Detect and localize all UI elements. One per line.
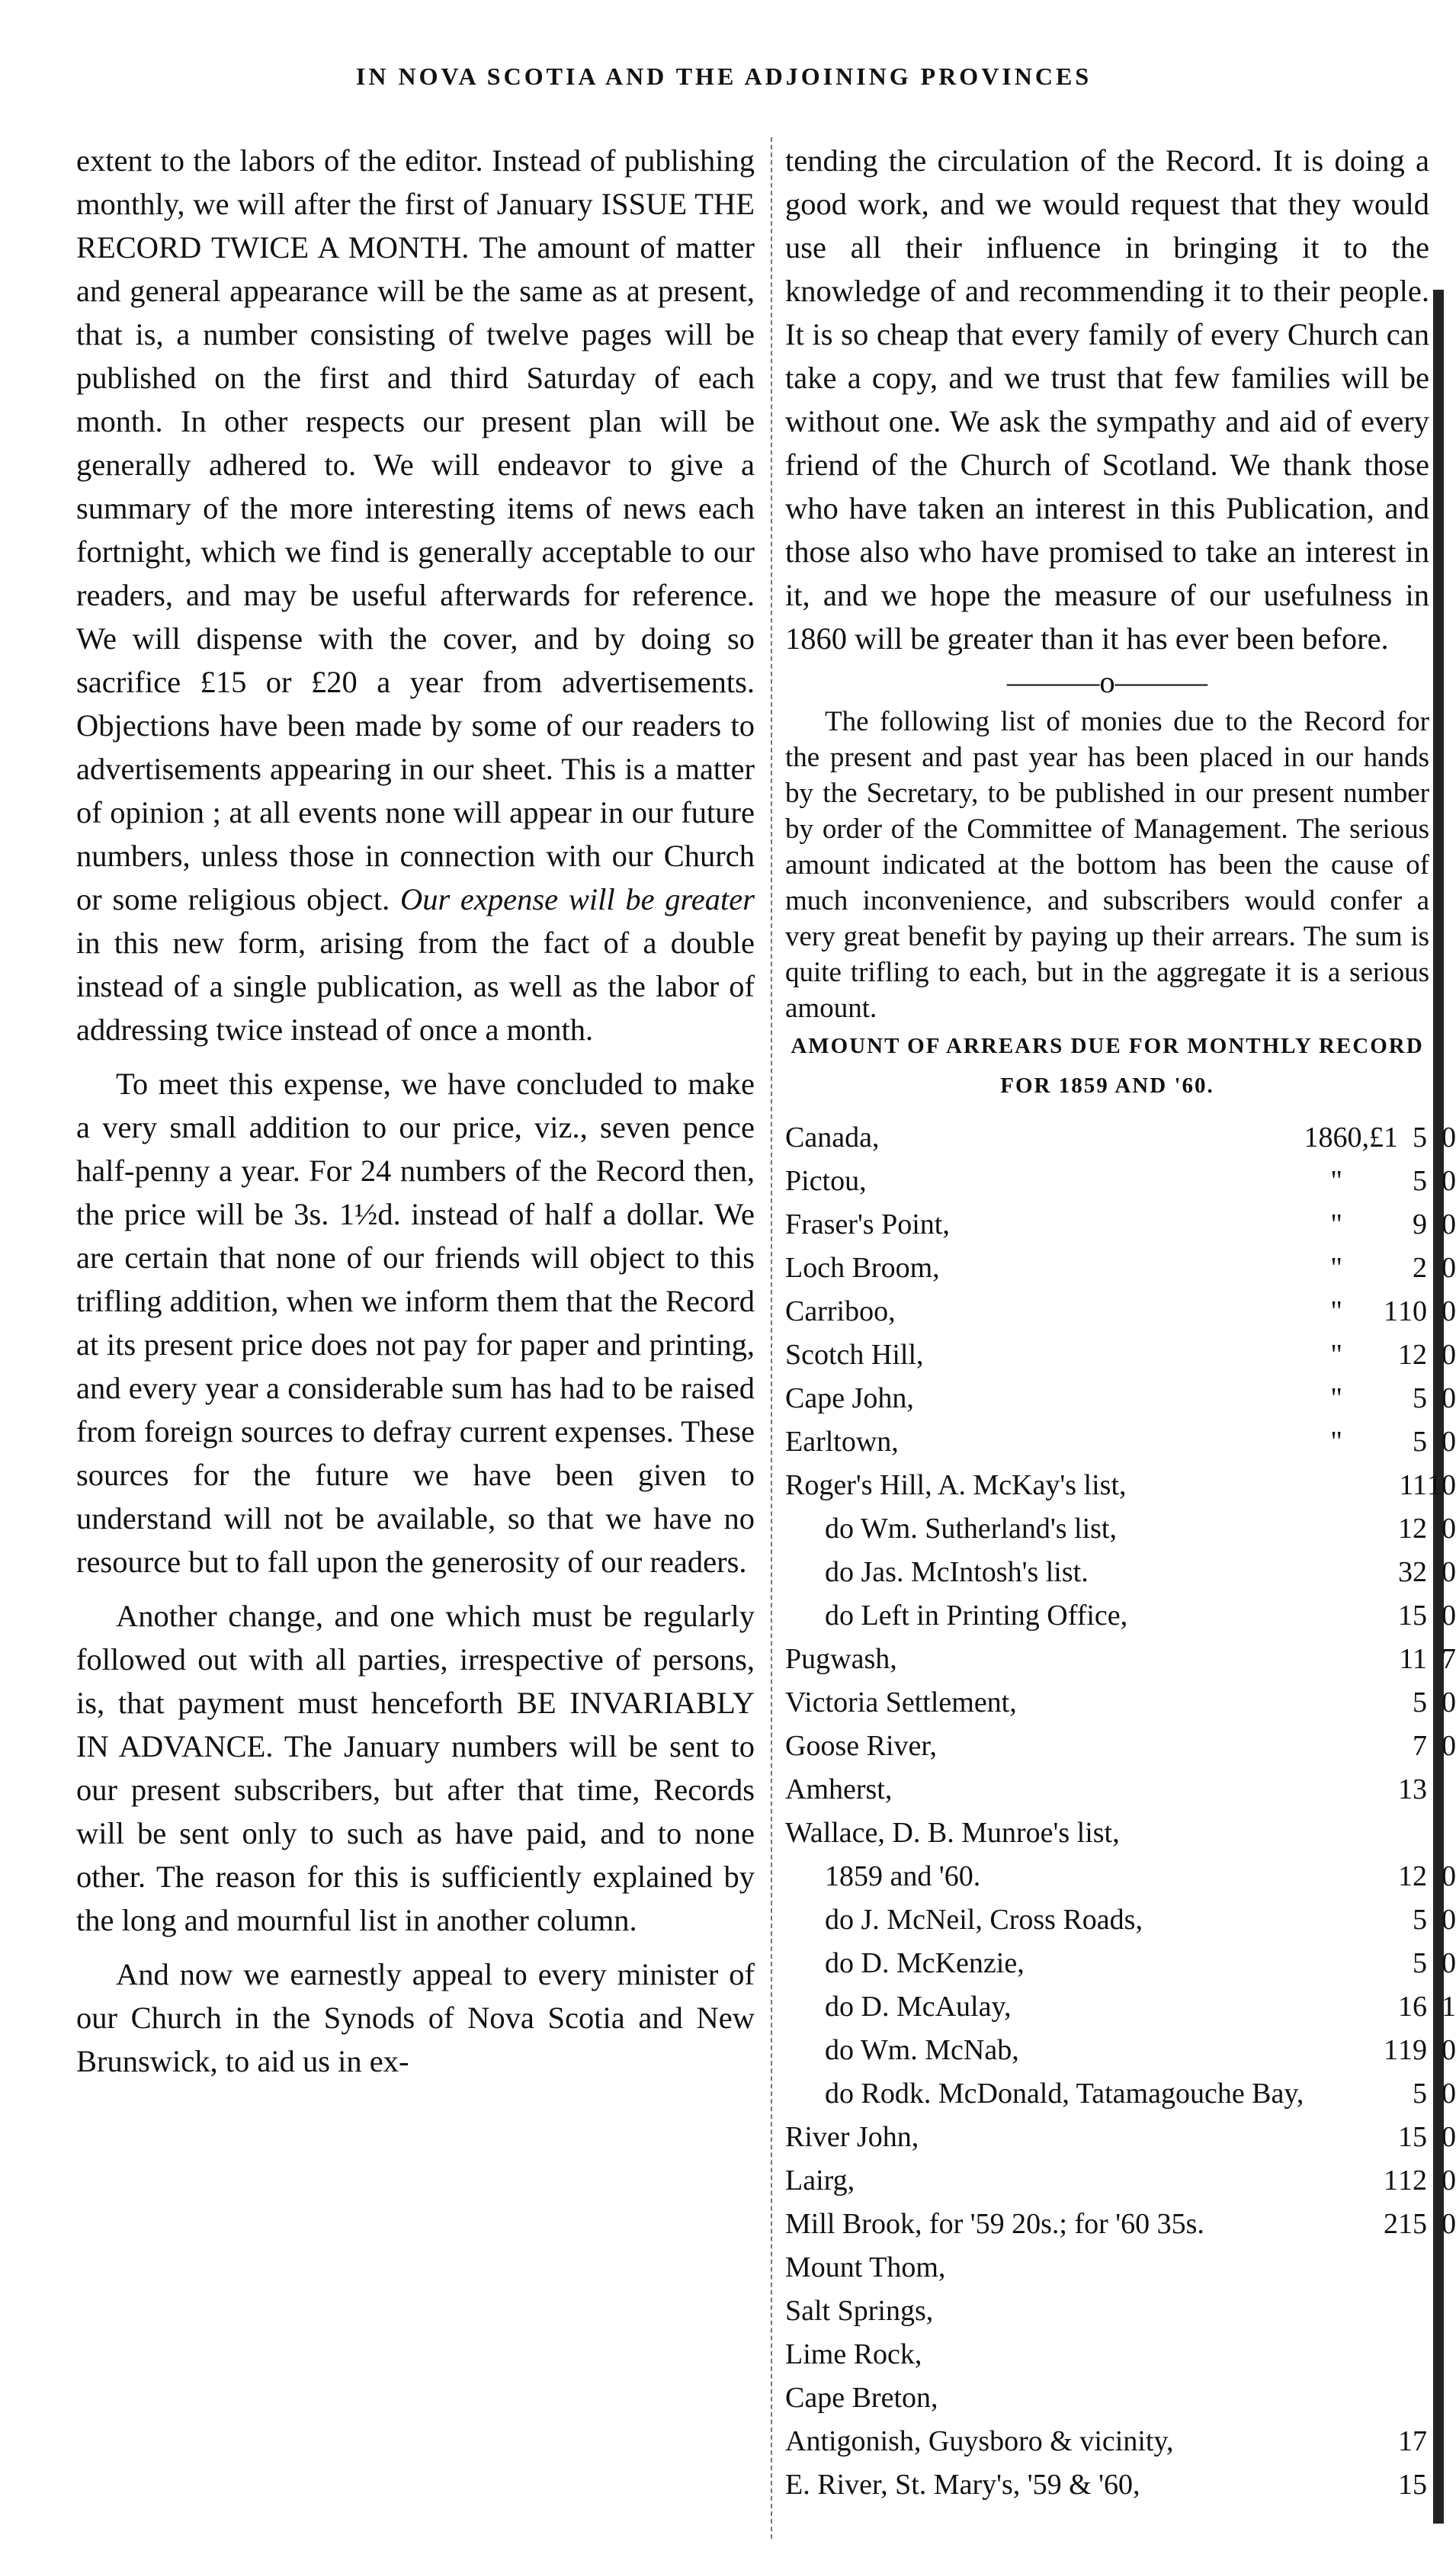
- arrears-year: ": [1330, 1295, 1342, 1327]
- arrears-year: [1304, 1594, 1369, 1638]
- arrears-pence: 0: [1441, 2034, 1456, 2066]
- arrears-pounds: [1369, 1160, 1398, 1203]
- arrears-shillings: 32: [1397, 1556, 1427, 1588]
- arrears-shillings: 5: [1412, 1122, 1427, 1154]
- paragraph-price: To meet this expense, we have concluded to make a very small addition to our price, viz., seven pence half-penny a year. For 24 numbers of the Record then, the price will be 3s. 1½d. instead of half a dollar. We are certain that none of our friends will object to this trifling addition, when we inform them that the Record at its present price does not pay for paper and printing, and every year a considerable sum has had to be raised from foreign sources to defray current expenses. These sources for the future we have been given to understand will not be available, so that we have no resource but to fall upon the generosity of our readers.: [76, 1067, 755, 1579]
- arrears-place: do Wm. McNab,: [825, 2034, 1019, 2066]
- arrears-pence: 0: [1441, 1382, 1456, 1414]
- table-row: [785, 2159, 1456, 2203]
- arrears-pence: 0: [1441, 1904, 1456, 1936]
- arrears-pounds: [1369, 1420, 1398, 1464]
- arrears-shillings: [1398, 2376, 1427, 2420]
- arrears-pounds: [1369, 1725, 1398, 1768]
- arrears-pence: 0: [1441, 1208, 1456, 1240]
- arrears-pounds: £1: [1368, 1122, 1398, 1154]
- arrears-shillings: 12: [1397, 1860, 1427, 1892]
- paragraph-editorial: [76, 139, 755, 1051]
- paragraph-text: in this new form, arising from the fact of a double instead of a single publication, as well as the labor of addressing twice instead of once a month.: [76, 926, 755, 1047]
- arrears-year: ": [1330, 1165, 1342, 1197]
- arrears-year: [1304, 2463, 1369, 2507]
- table-row: [785, 1333, 1456, 1377]
- arrears-place: 1859 and '60.: [825, 1860, 981, 1892]
- arrears-place: E. River, St. Mary's, '59 & '60,: [785, 2469, 1140, 2501]
- arrears-place: do Left in Printing Office,: [825, 1600, 1128, 1632]
- arrears-pence: [1427, 1811, 1456, 1855]
- arrears-shillings: [1398, 1811, 1427, 1855]
- arrears-pence: [1427, 2290, 1456, 2333]
- column-divider: [771, 137, 772, 2539]
- arrears-pence: 10: [1426, 1469, 1456, 1501]
- arrears-place: Mill Brook, for '59 20s.; for '60 35s.: [785, 2208, 1204, 2240]
- arrears-shillings: 19: [1397, 2034, 1427, 2066]
- arrears-pounds: [1369, 1464, 1398, 1507]
- arrears-shillings: 5: [1412, 1165, 1427, 1197]
- arrears-place: do Wm. Sutherland's list,: [825, 1513, 1117, 1545]
- arrears-shillings: 5: [1412, 1947, 1427, 1979]
- arrears-shillings: 12: [1397, 1513, 1427, 1545]
- arrears-shillings: 5: [1412, 1426, 1427, 1458]
- table-row: [785, 1160, 1456, 1203]
- paragraph-appeal: And now we earnestly appeal to every minister of our Church in the Synods of Nova Scotia and New Brunswick, to aid us in ex-: [76, 1957, 755, 2078]
- arrears-pounds: [1369, 1507, 1398, 1551]
- arrears-place: Salt Springs,: [785, 2295, 934, 2327]
- arrears-pence: 0: [1441, 1513, 1456, 1545]
- arrears-shillings: [1398, 2333, 1427, 2376]
- table-row: [785, 1942, 1456, 1985]
- arrears-pence: 0: [1441, 1165, 1456, 1197]
- arrears-place: Victoria Settlement,: [785, 1686, 1017, 1718]
- arrears-pounds: [1369, 2072, 1398, 2116]
- arrears-place: Roger's Hill, A. McKay's list,: [785, 1469, 1127, 1501]
- arrears-pounds: [1369, 2246, 1398, 2290]
- arrears-pounds: [1369, 1333, 1398, 1377]
- arrears-pence: [1427, 1768, 1456, 1811]
- arrears-pence: 0: [1441, 1600, 1456, 1632]
- table-row: [785, 2420, 1456, 2463]
- arrears-pounds: [1369, 2376, 1398, 2420]
- arrears-year: ": [1330, 1252, 1342, 1284]
- arrears-place: Loch Broom,: [785, 1252, 940, 1284]
- arrears-year: [1304, 2420, 1369, 2463]
- arrears-pence: 0: [1441, 2208, 1456, 2240]
- arrears-place: Scotch Hill,: [785, 1339, 924, 1371]
- left-column: [76, 139, 755, 2083]
- arrears-pence: 0: [1441, 2121, 1456, 2153]
- table-row: [785, 1420, 1456, 1464]
- arrears-shillings: 11: [1399, 1643, 1427, 1675]
- arrears-year: [1304, 1551, 1369, 1594]
- arrears-place: Pictou,: [785, 1165, 867, 1197]
- arrears-place: Lairg,: [785, 2164, 855, 2197]
- arrears-year: ": [1330, 1208, 1342, 1240]
- arrears-pounds: [1369, 1942, 1398, 1985]
- arrears-table: [785, 1116, 1456, 2507]
- arrears-pounds: [1369, 2333, 1398, 2376]
- arrears-shillings: 5: [1412, 1686, 1427, 1718]
- arrears-shillings: 15: [1397, 2121, 1427, 2153]
- arrears-shillings: [1398, 2246, 1427, 2290]
- arrears-shillings: 13: [1397, 1773, 1427, 1805]
- arrears-pounds: [1369, 2116, 1398, 2159]
- arrears-place: Cape John,: [785, 1382, 914, 1414]
- arrears-year: [1304, 2376, 1369, 2420]
- table-row: [785, 1551, 1456, 1594]
- table-row: [785, 1290, 1456, 1333]
- arrears-place: River John,: [785, 2121, 919, 2153]
- arrears-place: do J. McNeil, Cross Roads,: [825, 1904, 1143, 1936]
- table-row: [785, 1116, 1456, 1160]
- table-row: [785, 1681, 1456, 1725]
- table-row: [785, 1898, 1456, 1942]
- arrears-shillings: 16: [1397, 1991, 1427, 2023]
- arrears-pounds: [1369, 1203, 1398, 1247]
- arrears-shillings: 15: [1397, 2208, 1427, 2240]
- paragraph-list-intro: The following list of monies due to the Record for the present and past year has been placed in our hands by the Secretary, to be published in our present number by order of the Committee of Management. The serious amount indicated at the bottom has been the cause of much inconvenience, and subscribers would confer a very great benefit by paying up their arrears. The sum is quite trifling to each, but in the aggregate it is a serious amount.: [785, 706, 1429, 1024]
- arrears-year: [1304, 1638, 1369, 1681]
- table-row: [785, 1855, 1456, 1898]
- right-column: [785, 139, 1456, 2507]
- arrears-place: Canada,: [785, 1122, 880, 1154]
- arrears-year: [1304, 2116, 1369, 2159]
- arrears-place: Pugwash,: [785, 1643, 897, 1675]
- arrears-pounds: [1369, 1638, 1398, 1681]
- arrears-pence: 0: [1441, 2078, 1456, 2110]
- arrears-pounds: [1369, 2420, 1398, 2463]
- table-row: [785, 1725, 1456, 1768]
- table-row: [785, 1247, 1456, 1290]
- table-row: [785, 2029, 1456, 2072]
- arrears-pounds: [1369, 1768, 1398, 1811]
- table-row: [785, 1638, 1456, 1681]
- arrears-place: Cape Breton,: [785, 2382, 938, 2414]
- arrears-place: Fraser's Point,: [785, 1208, 950, 1240]
- arrears-year: [1304, 1985, 1369, 2029]
- paragraph-text: extent to the labors of the editor. Instead of publishing monthly, we will after the first of January ISSUE THE RECORD TWICE A MONTH. The amount of matter and general appearance will be the same as at present, that is, a number consisting of twelve pages will be published on the first and third Saturday of each month. In other respects our present plan will be generally adhered to. We will endeavor to give a summary of the more interesting items of news each fortnight, which we find is generally acceptable to our readers, and may be useful afterwards for reference. We will dispense with the cover, and by doing so sacrifice £15 or £20 a year from advertisements. Objections have been made by some of our readers to advertisements appearing in our sheet. This is a matter of opinion ; at all events none will appear in our future numbers, unless those in connection with our Church or some religious object.: [76, 143, 755, 916]
- arrears-year: [1304, 1507, 1369, 1551]
- arrears-place: Carriboo,: [785, 1295, 896, 1327]
- arrears-pounds: 2: [1383, 2208, 1398, 2240]
- arrears-pence: 0: [1441, 1295, 1456, 1327]
- table-row: [785, 1203, 1456, 1247]
- section-divider: ———o———: [1006, 665, 1208, 699]
- arrears-shillings: 12: [1397, 1339, 1427, 1371]
- arrears-place: Lime Rock,: [785, 2338, 922, 2370]
- arrears-place: do D. McAulay,: [825, 1991, 1012, 2023]
- arrears-pence: 7: [1441, 1643, 1456, 1675]
- arrears-pounds: [1369, 1594, 1398, 1638]
- arrears-pence: 0: [1441, 1339, 1456, 1371]
- emphasis-text: Our expense will be greater: [399, 882, 755, 916]
- arrears-pence: 0: [1441, 1860, 1456, 1892]
- table-row: [785, 1377, 1456, 1420]
- arrears-pounds: [1369, 2463, 1398, 2507]
- arrears-pounds: [1369, 1551, 1398, 1594]
- arrears-place: do D. McKenzie,: [825, 1947, 1025, 1979]
- table-row: [785, 2203, 1456, 2246]
- arrears-pence: [1427, 2420, 1456, 2463]
- arrears-pence: [1427, 2376, 1456, 2420]
- arrears-year: [1304, 1768, 1369, 1811]
- arrears-place: Antigonish, Guysboro & vicinity,: [785, 2425, 1174, 2457]
- arrears-shillings: 12: [1397, 2164, 1427, 2197]
- arrears-year: [1304, 1855, 1369, 1898]
- table-row: [785, 2246, 1456, 2290]
- arrears-title: AMOUNT OF ARREARS DUE FOR MONTHLY RECORD FOR 1859 AND '60.: [791, 1034, 1424, 1098]
- arrears-year: [1304, 1681, 1369, 1725]
- arrears-year: [1304, 2072, 1369, 2116]
- table-row: [785, 2116, 1456, 2159]
- arrears-pence: 0: [1441, 2164, 1456, 2197]
- arrears-year: [1304, 2159, 1369, 2203]
- arrears-shillings: 9: [1412, 1208, 1427, 1240]
- arrears-pence: 0: [1441, 1426, 1456, 1458]
- arrears-pounds: 1: [1383, 1295, 1398, 1327]
- arrears-place: Earltown,: [785, 1426, 899, 1458]
- arrears-pounds: [1369, 2290, 1398, 2333]
- arrears-shillings: 10: [1397, 1295, 1427, 1327]
- arrears-pounds: [1369, 1985, 1398, 2029]
- arrears-pounds: [1369, 1377, 1398, 1420]
- arrears-pence: [1427, 2246, 1456, 2290]
- arrears-year: 1860,: [1304, 1122, 1369, 1154]
- arrears-pence: 0: [1441, 1556, 1456, 1588]
- arrears-shillings: 15: [1397, 1600, 1427, 1632]
- arrears-year: ": [1330, 1339, 1342, 1371]
- arrears-year: [1304, 1464, 1369, 1507]
- arrears-place: do Jas. McIntosh's list.: [825, 1556, 1089, 1588]
- arrears-place: Goose River,: [785, 1730, 937, 1762]
- table-row: [785, 2376, 1456, 2420]
- arrears-pence: 0: [1441, 1122, 1456, 1154]
- arrears-pounds: 1: [1383, 2034, 1398, 2066]
- paragraph-circulation: tending the circulation of the Record. It is doing a good work, and we would request that they would use all their influence in bringing it to the knowledge of and recommending it to their people. It is so cheap that every family of every Church can take a copy, and we trust that few families will be without one. We ask the sympathy and aid of every friend of the Church of Scotland. We thank those who have taken an interest in this Publication, and those also who have promised to take an interest in it, and we hope the measure of our usefulness in 1860 will be greater than it has ever been before.: [785, 143, 1429, 656]
- table-row: [785, 1811, 1456, 1855]
- arrears-year: [1304, 2203, 1369, 2246]
- arrears-shillings: [1398, 2290, 1427, 2333]
- arrears-place: Mount Thom,: [785, 2251, 946, 2283]
- arrears-pounds: [1369, 1247, 1398, 1290]
- arrears-shillings: 11: [1399, 1469, 1427, 1501]
- arrears-pence: [1427, 2333, 1456, 2376]
- arrears-shillings: 7: [1412, 1730, 1427, 1762]
- table-row: [785, 1507, 1456, 1551]
- table-row: [785, 2072, 1456, 2116]
- arrears-pence: [1427, 2463, 1456, 2507]
- table-row: [785, 2333, 1456, 2376]
- arrears-year: [1304, 1811, 1369, 1855]
- arrears-pence: 0: [1441, 1252, 1456, 1284]
- running-header: IN NOVA SCOTIA AND THE ADJOINING PROVINCES: [355, 63, 1092, 90]
- arrears-place: do Rodk. McDonald, Tatamagouche Bay,: [825, 2078, 1304, 2110]
- arrears-shillings: 5: [1412, 1904, 1427, 1936]
- arrears-pence: 0: [1441, 1686, 1456, 1718]
- arrears-year: [1304, 2290, 1369, 2333]
- arrears-shillings: 17: [1397, 2425, 1427, 2457]
- arrears-year: [1304, 2333, 1369, 2376]
- table-row: [785, 1985, 1456, 2029]
- arrears-shillings: 2: [1412, 1252, 1427, 1284]
- arrears-shillings: 5: [1412, 1382, 1427, 1414]
- arrears-year: ": [1330, 1382, 1342, 1414]
- arrears-year: [1304, 1942, 1369, 1985]
- table-row: [785, 2463, 1456, 2507]
- arrears-year: [1304, 2029, 1369, 2072]
- arrears-place: Amherst,: [785, 1773, 893, 1805]
- arrears-place: Wallace, D. B. Munroe's list,: [785, 1817, 1120, 1849]
- arrears-pence: 0: [1441, 1947, 1456, 1979]
- table-row: [785, 1594, 1456, 1638]
- arrears-pounds: 1: [1383, 2164, 1398, 2197]
- arrears-year: [1304, 2246, 1369, 2290]
- table-row: [785, 1464, 1456, 1507]
- arrears-shillings: 15: [1397, 2469, 1427, 2501]
- table-row: [785, 1768, 1456, 1811]
- arrears-pounds: [1369, 1811, 1398, 1855]
- arrears-pence: 0: [1441, 1730, 1456, 1762]
- arrears-pounds: [1369, 1681, 1398, 1725]
- paragraph-payment: Another change, and one which must be regularly followed out with all parties, irrespective of persons, is, that payment must henceforth BE INVARIABLY IN ADVANCE. The January numbers will be sent to our present subscribers, but after that time, Records will be sent only to such as have paid, and to none other. The reason for this is sufficiently explained by the long and mournful list in another column.: [76, 1599, 755, 1937]
- arrears-year: [1304, 1725, 1369, 1768]
- arrears-shillings: 5: [1412, 2078, 1427, 2110]
- arrears-year: [1304, 1898, 1369, 1942]
- arrears-pounds: [1369, 1898, 1398, 1942]
- arrears-year: ": [1330, 1426, 1342, 1458]
- arrears-pounds: [1369, 1855, 1398, 1898]
- table-row: [785, 2290, 1456, 2333]
- arrears-pence: 1: [1441, 1991, 1456, 2023]
